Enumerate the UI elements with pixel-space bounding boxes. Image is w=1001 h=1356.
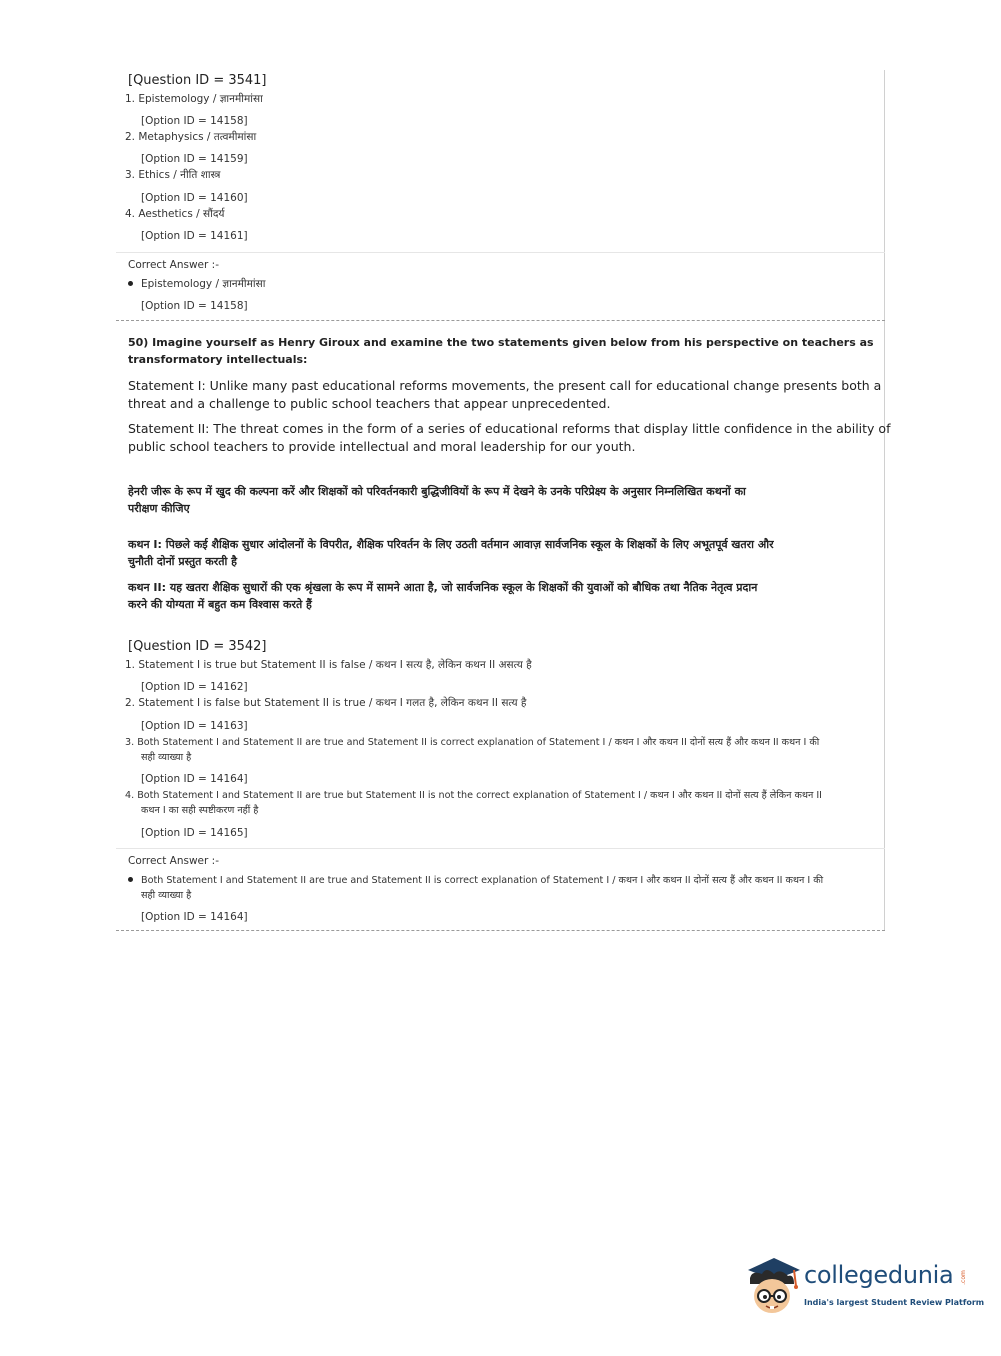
logo-name: collegedunia [804,1261,954,1289]
option-id: [Option ID = 14158] [141,115,248,127]
logo-dotcom: .com [959,1270,967,1285]
question-id: [Question ID = 3541] [128,73,267,88]
correct-answer-label: Correct Answer :- [128,855,219,867]
correct-answer-label: Correct Answer :- [128,259,219,271]
option-3: 3. Ethics / नीति शास्त्र [125,169,221,181]
question-title: transformatory intellectuals: [128,353,308,366]
option-2: 2. Metaphysics / तत्वमीमांसा [125,131,257,143]
correct-option-id: [Option ID = 14164] [141,911,248,923]
option-1: 1. Statement I is true but Statement II is false / कथन I सत्य है, लेकिन कथन II असत्य है [125,659,532,671]
question-id: [Question ID = 3542] [128,639,267,654]
statement-2: Statement II: The threat comes in the form of a series of educational reforms that display little confidence in the ability of [128,421,891,436]
correct-option-id: [Option ID = 14158] [141,300,248,312]
question-separator [116,320,885,321]
collegedunia-logo [742,1252,985,1322]
logo-tagline: India's largest Student Review Platform [804,1298,985,1307]
hindi-statement-1: चुनौती दोनों प्रस्तुत करती है [128,555,238,568]
option-1: 1. Epistemology / ज्ञानमीमांसा [125,93,263,105]
divider [116,848,885,849]
bullet-icon [128,877,133,882]
option-4: कथन I का सही स्पष्टीकरण नहीं है [141,805,259,816]
option-id: [Option ID = 14160] [141,192,248,204]
option-4: 4. Aesthetics / सौंदर्य [125,208,225,220]
hindi-statement-2: करने की योग्यता में बहुत कम विश्वास करते हैं [128,598,312,611]
divider [116,252,885,253]
bullet-icon [128,281,133,286]
hindi-statement-1: कथन I: पिछले कई शैक्षिक सुधार आंदोलनों के विपरीत, शैक्षिक परिवर्तन के लिए उठती वर्तमान आवाज़ सार्वजनिक स्कूल के शिक्षकों के लिए अभूतपूर्व खतरा और [128,538,774,551]
question-title: 50) Imagine yourself as Henry Giroux and examine the two statements given below from his perspective on teachers as [128,336,874,349]
correct-answer: Both Statement I and Statement II are true and Statement II is correct explanation of Statement I / कथन I और कथन II दोनों सत्य हैं और कथन II कथन I की [128,873,823,886]
correct-answer: Epistemology / ज्ञानमीमांसा [128,277,265,291]
option-id: [Option ID = 14164] [141,773,248,785]
hindi-statement-2: कथन II: यह खतरा शैक्षिक सुधारों की एक श्रृंखला के रूप में सामने आता है, जो सार्वजनिक स्कूल के शिक्षकों की युवाओं को बौधिक तथा नैतिक नेतृत्व प्रदान [128,581,758,594]
question-separator [116,930,885,931]
statement-1: Statement I: Unlike many past educational reforms movements, the present call for educational change presents both a [128,378,882,393]
correct-answer: सही व्याख्या है [141,890,192,901]
option-id: [Option ID = 14163] [141,720,248,732]
option-2: 2. Statement I is false but Statement II is true / कथन I गलत है, लेकिन कथन II सत्य है [125,697,527,709]
option-4: 4. Both Statement I and Statement II are true but Statement II is not the correct explanation of Statement I / कथन I और कथन II दोनों सत्य हैं लेकिन कथन II [125,790,823,801]
statement-1: threat and a challenge to public school teachers that appear unprecedented. [128,396,611,411]
option-3: सही व्याख्या है [141,752,192,763]
statement-2: public school teachers to provide intellectual and moral leadership for our youth. [128,439,636,454]
option-id: [Option ID = 14165] [141,827,248,839]
option-3: 3. Both Statement I and Statement II are true and Statement II is correct explanation of Statement I / कथन I और कथन II दोनों सत्य हैं और कथन II कथन I की [125,737,820,748]
hindi-question: हेनरी जीरू के रूप में खुद की कल्पना करें और शिक्षकों को परिवर्तनकारी बुद्धिजीवियों के रूप में देखने के उनके परिप्रेक्ष्य के अनुसार निम्नलिखित कथनों का [128,485,746,498]
mascot-icon [742,1252,804,1322]
option-id: [Option ID = 14159] [141,153,248,165]
option-id: [Option ID = 14161] [141,230,248,242]
hindi-question: परीक्षण कीजिए [128,502,190,515]
option-id: [Option ID = 14162] [141,681,248,693]
